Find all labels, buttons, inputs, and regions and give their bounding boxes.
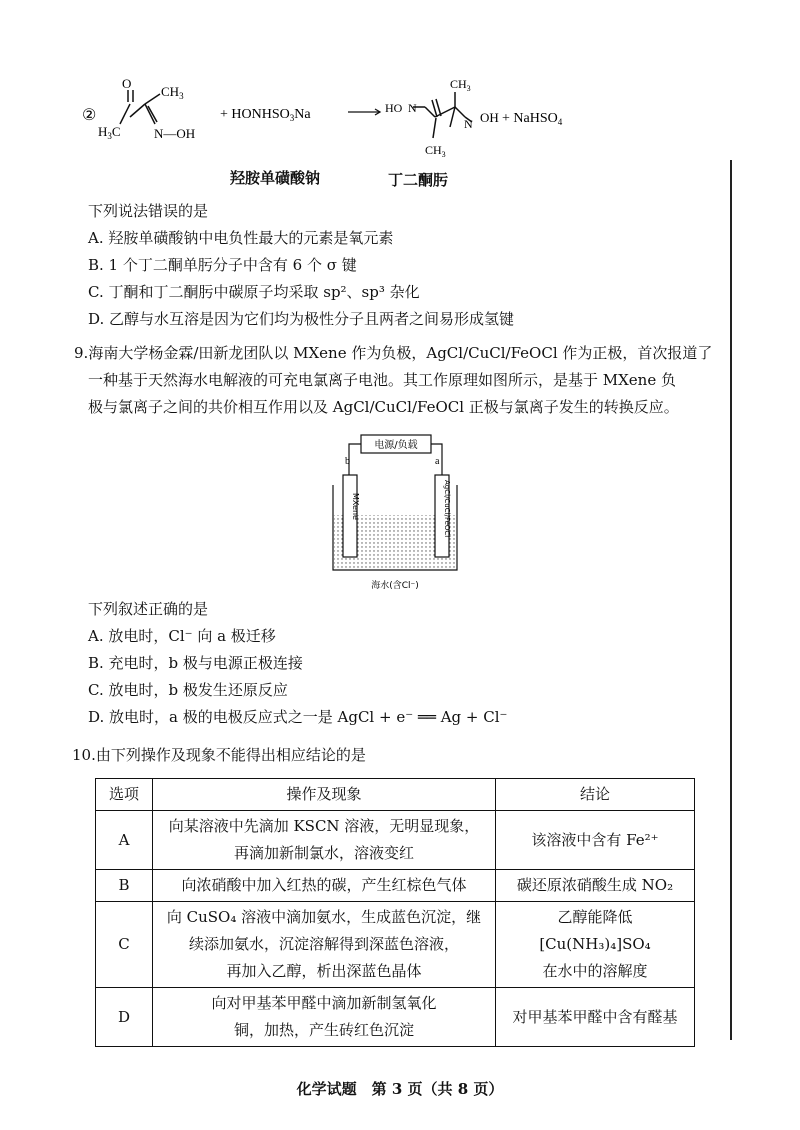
question-10 — [72, 742, 366, 769]
svg-text:H3C: $H_3C$ — [98, 124, 121, 141]
svg-text:MXene: MXene — [351, 493, 360, 520]
q9-options — [88, 596, 728, 731]
q9-option-c: C. 放电时，b 极发生还原反应 — [88, 681, 288, 699]
svg-text:CH3: $CH_3$ — [425, 143, 446, 159]
q10-table — [95, 778, 695, 1047]
svg-text:N: N — [464, 117, 473, 131]
q9-text-line3: 极与氯离子之间的共价相互作用以及 AgCl/CuCl/FeOCl 正极与氯离子发生的转换反应。 — [88, 398, 679, 416]
question-9 — [74, 340, 734, 421]
q9-text-line1: 海南大学杨金霖/田新龙团队以 MXene 作为负极，AgCl/CuCl/FeOCl 作为正极，首次报道了 — [88, 344, 713, 362]
svg-text:N—OH: N—OH — [154, 126, 196, 141]
header-operation: 操作及现象 — [153, 779, 496, 811]
row-c-option: C — [96, 902, 153, 988]
page-footer: 化学试题 第 3 页（共 8 页） — [296, 1080, 504, 1098]
row-b-option: B — [96, 870, 153, 902]
q9-text-line2: 一种基于天然海水电解液的可充电氯离子电池。其工作原理如图所示，是基于 MXene 负 — [88, 371, 676, 389]
svg-text:O: O — [122, 76, 132, 91]
svg-text:AgCl/CuCl/FeOCl: AgCl/CuCl/FeOCl — [443, 480, 451, 538]
q9-option-a: A. 放电时，Cl⁻ 向 a 极迁移 — [88, 627, 276, 645]
q8-option-b: B. 1 个丁二酮单肟分子中含有 6 个 σ 键 — [88, 256, 357, 274]
row-b-operation: 向浓硝酸中加入红热的碳，产生红棕色气体 — [153, 870, 496, 902]
label-dimethylglyoxime: 丁二酮肟 — [388, 171, 449, 189]
svg-text:CH3: $CH_3$ — [161, 84, 184, 101]
header-option: 选项 — [96, 779, 153, 811]
table-row — [96, 870, 695, 902]
svg-text:海水(含Cl⁻): 海水(含Cl⁻) — [371, 581, 419, 591]
table-header — [96, 779, 695, 811]
row-d-conclusion: 对甲基苯甲醛中含有醛基 — [496, 988, 695, 1047]
circle-number: ② — [82, 105, 97, 124]
question-8 — [88, 198, 728, 333]
q9-number: 9. — [74, 344, 89, 362]
row-c-operation: 向 CuSO₄ 溶液中滴加氨水，生成蓝色沉淀，继 续添加氨水，沉淀溶解得到深蓝色溶液， 再加入乙醇，析出深蓝色晶体 — [153, 902, 496, 988]
svg-text:b: b — [345, 456, 350, 467]
row-a-option: A — [96, 811, 153, 870]
table-row — [96, 902, 695, 988]
margin-line — [730, 160, 732, 1040]
q9-option-b: B. 充电时，b 极与电源正极连接 — [88, 654, 303, 672]
svg-text:CH3: $CH_3$ — [450, 77, 471, 93]
q10-stem: 由下列操作及现象不能得出相应结论的是 — [95, 746, 366, 764]
row-d-option: D — [96, 988, 153, 1047]
q8-option-a: A. 羟胺单磺酸钠中电负性最大的元素是氧元素 — [88, 229, 394, 247]
q10-number: 10. — [72, 746, 96, 764]
svg-text:a: a — [435, 456, 440, 467]
svg-text:HO: HO — [385, 101, 403, 115]
q8-option-d: D. 乙醇与水互溶是因为它们均为极性分子且两者之间易形成氢键 — [88, 310, 515, 328]
q8-stem: 下列说法错误的是 — [88, 202, 209, 220]
q9-option-d: D. 放电时，a 极的电极反应式之一是 AgCl + e⁻ ══ Ag + Cl⁻ — [88, 708, 508, 726]
row-b-conclusion: 碳还原浓硝酸生成 NO₂ — [496, 870, 695, 902]
header-conclusion: 结论 — [496, 779, 695, 811]
row-a-operation: 向某溶液中先滴加 KSCN 溶液，无明显现象， 再滴加新制氯水，溶液变红 — [153, 811, 496, 870]
svg-text:电源/负载: 电源/负载 — [374, 440, 418, 451]
q9-stem: 下列叙述正确的是 — [88, 600, 209, 618]
table-row — [96, 811, 695, 870]
battery-diagram — [325, 430, 465, 595]
svg-text:N: N — [408, 101, 417, 115]
label-hydroxylamine: 羟胺单磺酸钠 — [230, 169, 321, 187]
svg-text:+ NaHSO4: + NaHSO$_4$ — [502, 111, 563, 127]
svg-text:+ HONHSO3Na: + $HONHSO_3Na$ — [220, 107, 311, 123]
svg-text:OH: OH — [480, 110, 499, 125]
reaction-scheme — [80, 72, 600, 172]
row-d-operation: 向对甲基苯甲醛中滴加新制氢氧化 铜，加热，产生砖红色沉淀 — [153, 988, 496, 1047]
q8-option-c: C. 丁酮和丁二酮肟中碳原子均采取 sp²、sp³ 杂化 — [88, 283, 420, 301]
row-c-conclusion: 乙醇能降低[Cu(NH₃)₄]SO₄ 在水中的溶解度 — [496, 902, 695, 988]
table-row — [96, 988, 695, 1047]
row-a-conclusion: 该溶液中含有 Fe²⁺ — [496, 811, 695, 870]
